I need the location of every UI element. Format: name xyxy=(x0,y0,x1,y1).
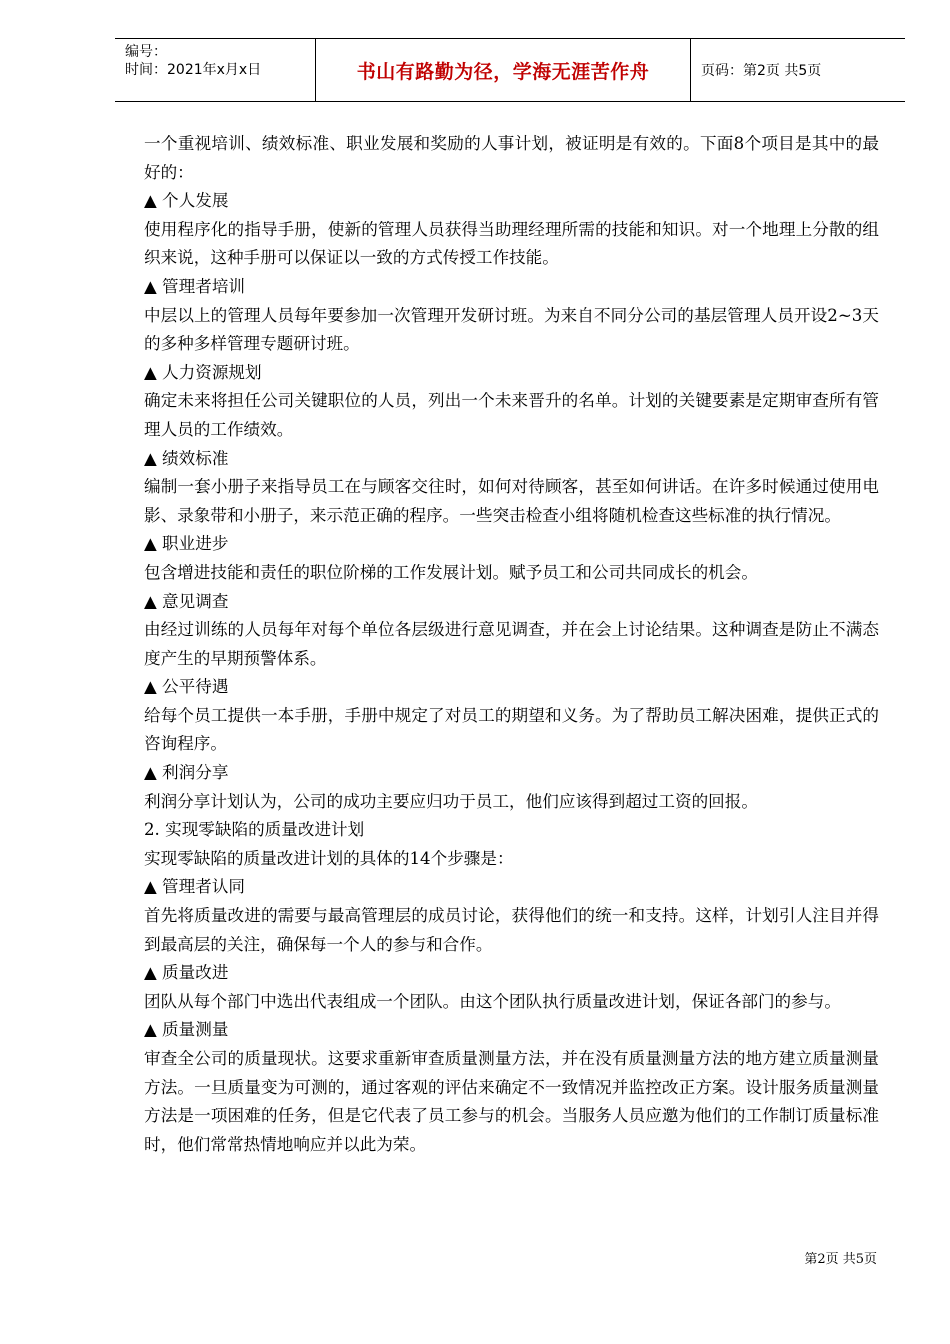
body-paragraph: 一个重视培训、绩效标准、职业发展和奖励的人事计划，被证明是有效的。下面8个项目是其中的最好的： xyxy=(144,134,879,182)
header-motto-cell xyxy=(316,39,691,101)
section-heading: ▲ 职业进步 xyxy=(144,534,229,554)
document-number-label: 编号： xyxy=(125,44,167,60)
section-heading: ▲ 人力资源规划 xyxy=(144,362,262,382)
document-date: 时间：2021年x月x日 xyxy=(125,62,262,78)
body-paragraph: 确定未来将担任公司关键职位的人员，列出一个未来晋升的名单。计划的关键要素是定期审查所有管理人员的工作绩效。 xyxy=(144,391,879,439)
body-paragraph: 由经过训练的人员每年对每个单位各层级进行意见调查，并在会上讨论结果。这种调查是防止不满态度产生的早期预警体系。 xyxy=(144,620,879,668)
body-paragraph: 审查全公司的质量现状。这要求重新审查质量测量方法，并在没有质量测量方法的地方建立质量测量方法。一旦质量变为可测的，通过客观的评估来确定不一致情况并监控改正方案。设计服务质量测量方法是一项困难的任务，但是它代表了员工参与的机会。当服务人员应邀为他们的工作制订质量标准时，他们常常热情地响应并以此为荣。 xyxy=(144,1049,879,1154)
section-heading: ▲ 个人发展 xyxy=(144,191,229,211)
body-paragraph: 首先将质量改进的需要与最高管理层的成员讨论，获得他们的统一和支持。这样，计划引人注目并得到最高层的关注，确保每一个人的参与和合作。 xyxy=(144,906,879,954)
section-heading: ▲ 管理者培训 xyxy=(144,276,246,296)
section-heading: ▲ 管理者认同 xyxy=(144,877,246,897)
section-heading: ▲ 公平待遇 xyxy=(144,677,229,697)
section-heading: ▲ 意见调查 xyxy=(144,591,229,611)
page-footer: 第2页 共5页 xyxy=(804,1252,877,1267)
body-paragraph: 编制一套小册子来指导员工在与顾客交往时，如何对待顾客，甚至如何讲话。在许多时候通过使用电影、录象带和小册子，来示范正确的程序。一些突击检查小组将随机检查这些标准的执行情况。 xyxy=(144,477,879,525)
section-heading: ▲ 质量测量 xyxy=(144,1020,229,1040)
header-meta-cell xyxy=(115,39,316,101)
body-paragraph: 包含增进技能和责任的职位阶梯的工作发展计划。赋予员工和公司共同成长的机会。 xyxy=(144,562,758,582)
document-body xyxy=(144,130,879,1159)
body-paragraph: 使用程序化的指导手册，使新的管理人员获得当助理经理所需的技能和知识。对一个地理上分散的组织来说，这种手册可以保证以一致的方式传授工作技能。 xyxy=(144,219,879,268)
header-page-cell xyxy=(691,39,905,101)
body-paragraph: 给每个员工提供一本手册，手册中规定了对员工的期望和义务。为了帮助员工解决困难，提供正式的咨询程序。 xyxy=(144,705,879,754)
section-heading: ▲ 质量改进 xyxy=(144,963,229,983)
header-page-info: 页码：第2页 共5页 xyxy=(701,63,822,79)
header-motto: 书山有路勤为径，学海无涯苦作舟 xyxy=(356,60,650,83)
body-paragraph: 利润分享计划认为，公司的成功主要应归功于员工，他们应该得到超过工资的回报。 xyxy=(144,791,758,811)
section-heading: ▲ 利润分享 xyxy=(144,763,229,783)
page-header xyxy=(115,38,905,102)
body-paragraph: 实现零缺陷的质量改进计划的具体的14个步骤是： xyxy=(144,848,514,868)
body-paragraph: 中层以上的管理人员每年要参加一次管理开发研讨班。为来自不同分公司的基层管理人员开设2~3天的多种多样管理专题研讨班。 xyxy=(144,305,879,354)
body-paragraph: 团队从每个部门中选出代表组成一个团队。由这个团队执行质量改进计划，保证各部门的参与。 xyxy=(144,991,841,1011)
numbered-heading: 2. 实现零缺陷的质量改进计划 xyxy=(144,820,365,840)
section-heading: ▲ 绩效标准 xyxy=(144,448,229,468)
